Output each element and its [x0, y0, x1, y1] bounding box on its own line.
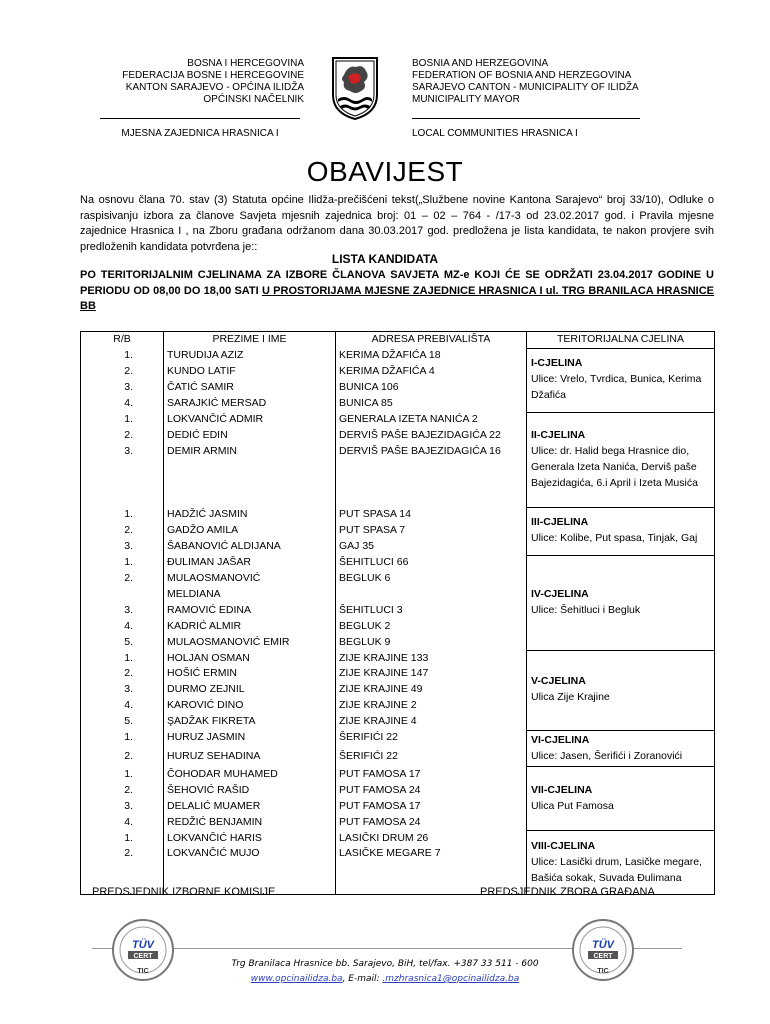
cell-rb [81, 460, 164, 476]
cell-address: BUNICA 85 [336, 396, 527, 412]
territory-cell [527, 651, 715, 731]
cell-rb: 2. [81, 428, 164, 444]
cell-address [336, 587, 527, 603]
signature-election-commission: PREDSJEDNIK IZBORNE KOMISIJE [92, 886, 276, 898]
territory-description: Ulice: Jasen, Šerifići i Zoranovići [531, 749, 683, 762]
cell-name: DEMIR ARMIN [164, 444, 336, 460]
cell-rb: 2. [81, 364, 164, 380]
cell-address: KERIMA DŽAFIĆA 4 [336, 364, 527, 380]
footer-email-link[interactable]: .mzhrasnica1@opcinailidza.ba [382, 974, 520, 984]
footer-links [0, 972, 770, 987]
cell-name: LOKVANČIĆ ADMIR [164, 412, 336, 428]
page-title: OBAVIJEST [306, 156, 464, 187]
cell-address: KERIMA DŽAFIĆA 18 [336, 348, 527, 364]
territory-cell [527, 348, 715, 412]
footer-address: Trg Branilaca Hrasnice bb. Sarajevo, BiH, tel/fax. +387 33 511 - 600 [231, 959, 539, 969]
cell-name: TURUDIJA AZIZ [164, 348, 336, 364]
territory-description: Ulica Put Famosa [531, 799, 614, 812]
list-subtitle-plain: PO TERITORIJALNIM CJELINAMA ZA IZBORE ČLANOVA SAVJETA MZ-e KOJI ĆE SE ODRŽATI 23.04.2017 GODINE U PERIODU OD 08,00 DO 18,00 SATI [80, 269, 714, 297]
col-header-address: ADRESA PREBIVALIŠTA [336, 332, 527, 349]
header-left-line-4: OPĆINSKI NAČELNIK [203, 94, 304, 105]
cell-address [336, 476, 527, 492]
cell-name: KUNDO LATIF [164, 364, 336, 380]
cell-name [164, 862, 336, 878]
cell-rb: 3. [81, 539, 164, 555]
badge-right-bottom: TIC [597, 968, 609, 975]
footer-website-link[interactable]: www.opcinailidza.ba [250, 974, 343, 984]
cell-address: BEGLUK 2 [336, 619, 527, 635]
cell-name: HURUZ JASMIN [164, 730, 336, 748]
territory-name: I-CJELINA [531, 357, 583, 370]
header-left-rule [100, 118, 300, 119]
territory-name: VI-CJELINA [531, 733, 590, 746]
cell-address: ZIJE KRAJINE 4 [336, 714, 527, 730]
table-header-row [81, 332, 715, 349]
header-right-subtitle: LOCAL COMMUNITIES HRASNICA I [412, 128, 578, 139]
cell-name: MULAOSMANOVIĆ EMIR [164, 635, 336, 651]
cell-rb [81, 862, 164, 878]
territory-cell [527, 730, 715, 767]
cell-address: PUT SPASA 7 [336, 523, 527, 539]
cell-rb: 4. [81, 396, 164, 412]
cell-address: PUT FAMOSA 24 [336, 783, 527, 799]
cell-name: ŠEHOVIĆ RAŠID [164, 783, 336, 799]
territory-description: Ulice: Kolibe, Put spasa, Tinjak, Gaj [531, 532, 698, 545]
table-row [81, 831, 715, 847]
cell-rb: 3. [81, 799, 164, 815]
cell-address: ZIJE KRAJINE 133 [336, 651, 527, 667]
cell-rb: 3. [81, 380, 164, 396]
cell-address: PUT FAMOSA 24 [336, 815, 527, 831]
cell-name: HOLJAN OSMAN [164, 651, 336, 667]
badge-left-top: TÜV [132, 939, 154, 951]
cell-address: ŠERIFIĆI 22 [336, 730, 527, 748]
cell-name: LOKVANČIĆ MUJO [164, 846, 336, 862]
cell-rb: 4. [81, 815, 164, 831]
cell-rb: 4. [81, 698, 164, 714]
cell-address: ZIJE KRAJINE 147 [336, 666, 527, 682]
cell-name: MELDIANA [164, 587, 336, 603]
col-header-name: PREZIME I IME [164, 332, 336, 349]
cell-name [164, 460, 336, 476]
table-row [81, 730, 715, 748]
territory-name: III-CJELINA [531, 516, 589, 529]
header-right-line-1: BOSNIA AND HERZEGOVINA [412, 58, 549, 69]
cell-rb: 2. [81, 523, 164, 539]
header-right-line-3: SARAJEVO CANTON - MUNICIPALITY OF ILIDŽA [412, 82, 639, 93]
cell-rb: 2. [81, 783, 164, 799]
candidates-table [80, 331, 715, 895]
cell-rb: 1. [81, 651, 164, 667]
territory-description: Ulice: Šehitluci i Begluk [531, 603, 641, 616]
signature-citizens-assembly: PREDSJEDNIK ZBORA GRAĐANA [480, 886, 655, 898]
cell-address: PUT SPASA 14 [336, 507, 527, 523]
cell-rb: 5. [81, 635, 164, 651]
badge-left-bottom: TIC [137, 968, 149, 975]
cell-address [336, 460, 527, 476]
cell-address: ŠERIFIĆI 22 [336, 749, 527, 767]
cell-rb: 4. [81, 619, 164, 635]
territory-cell [527, 767, 715, 831]
cell-rb: 1. [81, 831, 164, 847]
cell-rb: 3. [81, 682, 164, 698]
cell-name: LOKVANČIĆ HARIS [164, 831, 336, 847]
list-subtitle [80, 268, 714, 315]
header-left-subtitle: MJESNA ZAJEDNICA HRASNICA I [121, 128, 279, 139]
cell-address: BEGLUK 6 [336, 571, 527, 587]
cell-name: MULAOSMANOVIĆ [164, 571, 336, 587]
cell-address: LASIČKE MEGARE 7 [336, 846, 527, 862]
header-right-line-4: MUNICIPALITY MAYOR [412, 94, 520, 105]
cell-rb: 1. [81, 412, 164, 428]
cell-rb: 3. [81, 444, 164, 460]
table-row [81, 507, 715, 523]
territory-name: IV-CJELINA [531, 587, 589, 600]
cell-name: DELALIĆ MUAMER [164, 799, 336, 815]
cell-name [164, 492, 336, 508]
municipality-coat-of-arms [330, 55, 380, 121]
cell-name: ĐULIMAN JAŠAR [164, 555, 336, 571]
cell-address: ŠEHITLUCI 66 [336, 555, 527, 571]
cell-rb [81, 587, 164, 603]
cell-name: HADŽIĆ JASMIN [164, 507, 336, 523]
cell-rb [81, 492, 164, 508]
cell-address: ŠEHITLUCI 3 [336, 603, 527, 619]
territory-description: Ulica Zije Krajine [531, 691, 610, 704]
cell-name: REDŽIĆ BENJAMIN [164, 815, 336, 831]
cell-address: PUT FAMOSA 17 [336, 799, 527, 815]
cell-name: RAMOVIĆ EDINA [164, 603, 336, 619]
cell-address: BUNICA 106 [336, 380, 527, 396]
cell-rb: 1. [81, 767, 164, 783]
header-right-rule [412, 118, 640, 119]
footer-email-label: , E-mail: [342, 974, 383, 984]
intro-paragraph: Na osnovu člana 70. stav (3) Statuta općine Ilidža-prečišćeni tekst(„Službene novine Kantona Sarajevo“ broj 33/10), Odluke o raspisivanju izbora za članove Savjeta mjesnih zajednica broj: 01 – 02 – 764 - /17-3 od 23.02.2017 god. i Pravila mjesne zajednice Hrasnica I , na Zboru građana održanom dana 30.03.2017 god. predložena je lista kandidata, te nakon provjere svih predloženih kandidata potvrđena je:: [80, 194, 714, 253]
cell-name: KAROVIĆ DINO [164, 698, 336, 714]
cell-name: ŠABANOVIĆ ALDIJANA [164, 539, 336, 555]
cell-name: HURUZ SEHADINA [164, 749, 336, 767]
cell-name: KADRIĆ ALMIR [164, 619, 336, 635]
col-header-rb: R/B [81, 332, 164, 349]
territory-name: V-CJELINA [531, 675, 586, 688]
cell-rb: 2. [81, 666, 164, 682]
cell-address [336, 492, 527, 508]
cell-address: ZIJE KRAJINE 2 [336, 698, 527, 714]
territory-description: Ulice: dr. Halid bega Hrasnice dio, Generala Izeta Nanića, Derviš paše Bajezidagića, 6.i April i Izeta Musića [531, 444, 698, 489]
cell-address: DERVIŠ PAŠE BAJEZIDAGIĆA 22 [336, 428, 527, 444]
cell-rb: 1. [81, 507, 164, 523]
cell-rb: 1. [81, 348, 164, 364]
candidates-table-body [81, 348, 715, 894]
cell-name: ČOHODAR MUHAMED [164, 767, 336, 783]
cell-address: GAJ 35 [336, 539, 527, 555]
badge-right-top: TÜV [592, 939, 614, 951]
territory-description: Ulice: Vrelo, Tvrdica, Bunica, Kerima Džafića [531, 373, 702, 402]
territory-cell [527, 555, 715, 650]
cell-rb: 1. [81, 555, 164, 571]
cell-address: LASIČKI DRUM 26 [336, 831, 527, 847]
cell-rb: 2. [81, 749, 164, 767]
header-left-block [100, 58, 304, 106]
cell-name: HOŠIĆ ERMIN [164, 666, 336, 682]
badge-left-cert: CERT [133, 953, 153, 960]
cell-address: PUT FAMOSA 17 [336, 767, 527, 783]
list-title: LISTA KANDIDATA [331, 252, 439, 266]
territory-cell [527, 507, 715, 555]
list-subtitle-underlined: U PROSTORIJAMA MJESNE ZAJEDNICE HRASNICA I ul. TRG BRANILACA HRASNICE BB [80, 284, 715, 312]
cell-name: DURMO ZEJNIL [164, 682, 336, 698]
cell-rb: 1. [81, 730, 164, 748]
territory-name: VII-CJELINA [531, 783, 593, 796]
table-row [81, 767, 715, 783]
table-row [81, 651, 715, 667]
cell-rb: 5. [81, 714, 164, 730]
territory-description: Ulice: Lasički drum, Lasičke megare, Bašića sokak, Suvada Đulimana [531, 855, 702, 884]
cell-name: DEDIĆ EDIN [164, 428, 336, 444]
cell-address: ZIJE KRAJINE 49 [336, 682, 527, 698]
territory-name: VIII-CJELINA [531, 839, 596, 852]
header-left-line-3: KANTON SARAJEVO - OPĆINA ILIDŽA [125, 82, 304, 93]
tuv-certification-badge-right [568, 918, 638, 982]
header-left-line-1: BOSNA I HERCEGOVINA [187, 58, 304, 69]
cell-address [336, 862, 527, 878]
table-row [81, 555, 715, 571]
cell-address: GENERALA IZETA NANIĆA 2 [336, 412, 527, 428]
cell-rb: 2. [81, 846, 164, 862]
territory-name: II-CJELINA [531, 428, 586, 441]
cell-rb [81, 476, 164, 492]
col-header-territory: TERITORIJALNA CJELINA [527, 332, 715, 349]
table-row [81, 412, 715, 428]
cell-address: DERVIŠ PAŠE BAJEZIDAGIĆA 16 [336, 444, 527, 460]
header-left-line-2: FEDERACIJA BOSNE I HERCEGOVINE [122, 70, 304, 81]
cell-rb: 3. [81, 603, 164, 619]
badge-right-cert: CERT [593, 953, 613, 960]
cell-rb: 2. [81, 571, 164, 587]
header-right-block [412, 58, 672, 106]
cell-name: ČATIĆ SAMIR [164, 380, 336, 396]
territory-cell [527, 412, 715, 507]
cell-address: BEGLUK 9 [336, 635, 527, 651]
header-right-line-2: FEDERATION OF BOSNIA AND HERZEGOVINA [412, 70, 632, 81]
table-row [81, 348, 715, 364]
footer-contact [0, 957, 770, 987]
cell-name: ŞADŽAK FIKRETA [164, 714, 336, 730]
cell-name [164, 476, 336, 492]
cell-name: GADŽO AMILA [164, 523, 336, 539]
cell-name: SARAJKIĆ MERSAD [164, 396, 336, 412]
